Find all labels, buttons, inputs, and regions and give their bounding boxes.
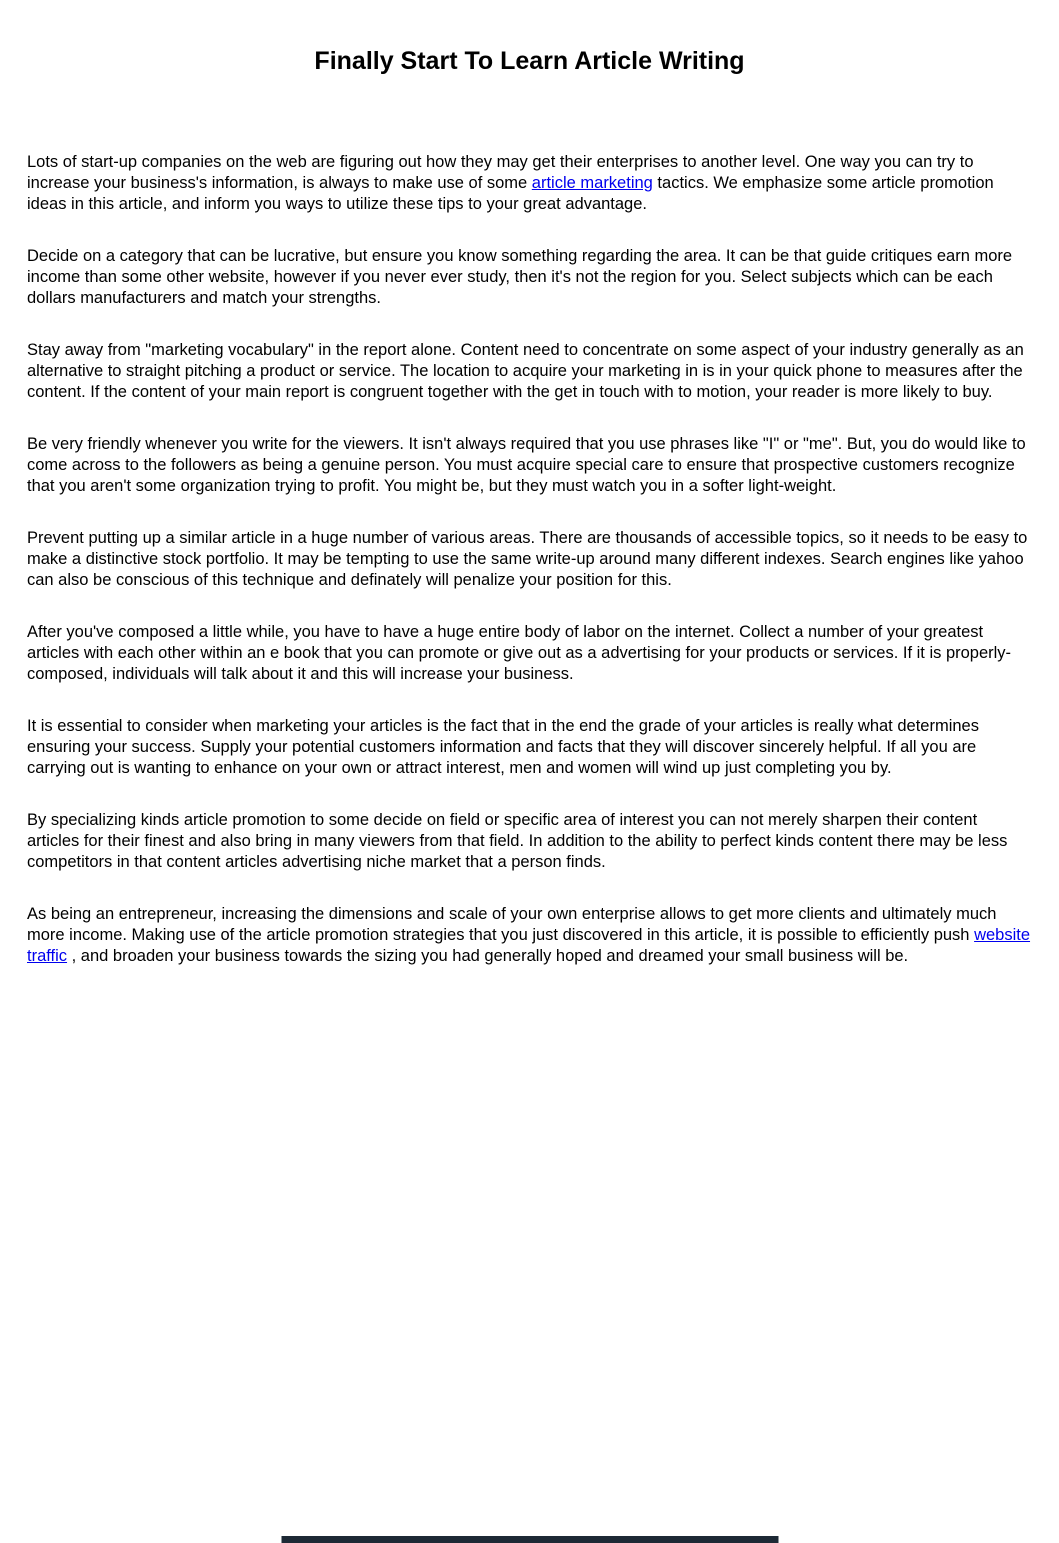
- article-marketing-link[interactable]: article marketing: [531, 174, 653, 192]
- paragraph: [27, 904, 1032, 967]
- paragraph: [27, 152, 1032, 215]
- paragraph: Decide on a category that can be lucrative, but ensure you know something regarding the area. It can be that guide critiques earn more income than some other website, however if you never ever study, then it's not the region for you. Select subjects which can be each dollars manufacturers and match your strengths.: [27, 247, 1013, 307]
- footer-progress-bar: [281, 1536, 778, 1543]
- article-page: [0, 46, 1059, 1543]
- paragraph: Stay away from "marketing vocabulary" in the report alone. Content need to concentrate on some aspect of your industry generally as an alternative to straight pitching a product or service. The location to acquire your marketing in is in your quick phone to measures after the content. If the content of your main report is congruent together with the get in touch with to motion, your reader is more likely to buy.: [27, 341, 1024, 401]
- page-title: Finally Start To Learn Article Writing: [314, 47, 745, 75]
- paragraph-text: tactics. We emphasize some article promotion ideas in this article, and inform you ways to utilize these tips to your great advantage.: [27, 174, 994, 213]
- article-content: [27, 152, 1032, 967]
- paragraph-text: Lots of start-up companies on the web are figuring out how they may get their enterprises to another level. One way you can try to increase your business's information, is always to make use of some: [27, 153, 974, 192]
- website-traffic-link[interactable]: website traffic: [27, 926, 1031, 965]
- paragraph: By specializing kinds article promotion to some decide on field or specific area of interest you can not merely sharpen their content articles for their finest and also bring in many viewers from that field. In addition to the ability to perfect kinds content there may be less competitors in that content articles advertising niche market that a person finds.: [27, 811, 1008, 871]
- paragraph: It is essential to consider when marketing your articles is the fact that in the end the grade of your articles is really what determines ensuring your success. Supply your potential customers information and facts that they will discover sincerely helpful. If all you are carrying out is wanting to enhance on your own or attract interest, men and women will wind up just completing you by.: [27, 717, 979, 777]
- paragraph: Be very friendly whenever you write for the viewers. It isn't always required that you use phrases like "I" or "me". But, you do would like to come across to the followers as being a genuine person. You must acquire special care to ensure that prospective customers recognize that you aren't some organization trying to profit. You might be, but they must watch you in a softer light-weight.: [27, 435, 1026, 495]
- paragraph-text: As being an entrepreneur, increasing the dimensions and scale of your own enterprise allows to get more clients and ultimately much more income. Making use of the article promotion strategies that you just discovered in this article, it is possible to efficiently push: [27, 905, 997, 944]
- paragraph-text: , and broaden your business towards the sizing you had generally hoped and dreamed your small business will be.: [67, 947, 909, 965]
- paragraph: Prevent putting up a similar article in a huge number of various areas. There are thousands of accessible topics, so it needs to be easy to make a distinctive stock portfolio. It may be tempting to use the same write-up around many different indexes. Search engines like yahoo can also be conscious of this technique and definately will penalize your position for this.: [27, 529, 1028, 589]
- paragraph: After you've composed a little while, you have to have a huge entire body of labor on the internet. Collect a number of your greatest articles with each other within an e book that you can promote or give out as a advertising for your products or services. If it is properly-composed, individuals will talk about it and this will increase your business.: [27, 623, 1012, 683]
